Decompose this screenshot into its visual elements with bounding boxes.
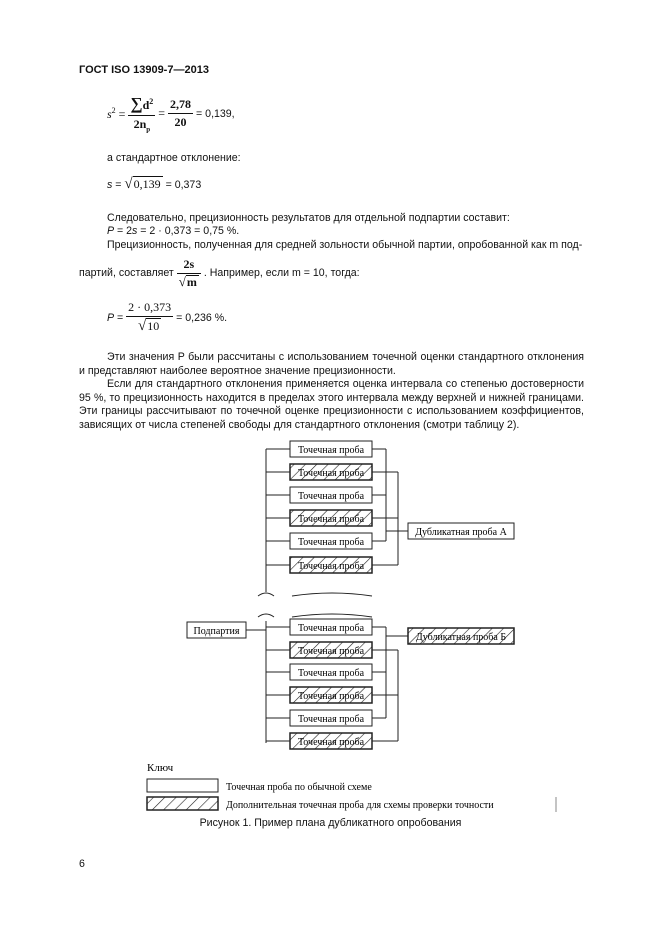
figure-caption: Рисунок 1. Пример плана дубликатного опробования [199,817,462,829]
consequently-text: Следовательно, прецизионность результатов для отдельной подпартии составит: [107,212,510,224]
key-plain-label: Точечная проба по обычной схеме [226,782,372,793]
formula-sub-p: p [146,125,151,134]
formula-eq2: = [158,106,166,121]
increment-label: Точечная проба [297,514,365,525]
increment-label: Точечная проба [297,646,365,657]
paragraph-interval: Если для стандартного отклонения применяется оценка интервала со степенью достоверности 95 %, то прецизионность находится в пределах этого интервала между верхней и нижней границами. Эти границы рассчитывают по точечной оценке прецизионности с использованием коэффициентов, зависящих от числа степеней свободы для стандартного отклонения (смотри таблицу 2). [79,378,584,431]
key-hatched-label: Дополнительная точечная проба для схемы проверки точности [226,800,494,811]
key-title: Ключ [147,762,174,774]
duplicate-a-box [408,523,514,539]
increment-label: Точечная проба [297,561,365,572]
increment-label: Точечная проба [297,714,365,725]
formula-var-s: s [107,106,112,121]
formula-2n: 2n [133,117,147,131]
p-var: P [107,225,115,237]
page-number: 6 [79,858,85,870]
increment-label: Точечная проба [297,491,365,502]
increment-label: Точечная проба [297,445,365,456]
p-eq-b: = 2 [114,225,133,237]
increment-label: Точечная проба [297,537,365,548]
precision-line-2a: партий, составляет [79,266,174,279]
sublot-label: Подпартия [193,626,240,637]
increment-box-hatched [290,687,372,703]
increment-box [290,533,372,549]
increment-box [290,441,372,457]
increment-label: Точечная проба [297,623,365,634]
increment-label: Точечная проба [297,668,365,679]
formula-std-dev: s = √0,139 = 0,373 [107,176,202,192]
key-hatched [147,797,494,811]
formula-num-278: 2,78 [168,97,193,114]
inline-frac-den: m [186,274,197,289]
formula-variance-result: = 0,139, [196,107,235,120]
paragraph-p-values: Эти значения P были рассчитаны с использованием точечной оценки стандартного отклонения и представляют наиболее вероятное значение прецизионности. [79,351,584,377]
duplicate-b-label: Дубликатная проба Б [415,632,507,643]
p-eq-d: = 2 · 0,373 = 0,75 %. [137,225,240,237]
formula-den-20: 20 [174,115,187,130]
formula-var-exp: 2 [111,105,116,115]
increment-box [290,619,372,635]
increment-box [290,487,372,503]
key-plain [147,779,372,793]
inline-frac-num: 2s [177,258,201,274]
inline-fraction: $\frac{2s}{√m}$ [177,258,201,289]
increment-label: Точечная проба [297,468,365,479]
increment-box-hatched [290,510,372,526]
formula-d-exp: 2 [149,97,154,106]
std-dev-intro: а стандартное отклонение: [107,152,241,164]
increment-box [290,710,372,726]
formula-p-frac: $\frac{2 \cdot 0,373}{√10}$ [128,300,172,334]
right-bracket-lines [372,449,408,741]
increment-box [290,664,372,680]
formula-s-radicand: 0,139 [133,177,161,191]
formula-s-result: = 0,373 [165,179,202,191]
increment-label: Точечная проба [297,691,365,702]
formula-p: P [107,311,115,324]
increment-box-hatched [290,733,372,749]
precision-line-2b: . Например, если m = 10, тогда: [203,266,360,279]
formula-p-radicand: 10 [147,319,160,333]
standard-code: ГОСТ ISO 13909-7—2013 [79,64,209,76]
formula-d: d [142,98,150,112]
duplicate-a-label: Дубликатная проба А [415,527,507,538]
p-var-s: s [132,225,138,237]
formula-p-num: 2 · 0,373 [126,300,173,317]
increment-box-hatched [290,642,372,658]
formula-eq: = [118,106,126,121]
precision-line-1: Прецизионность, полученная для средней зольности обычной партии, опробованной как m под- [107,239,583,251]
duplicate-b-box [408,628,514,644]
formula-p-eq: = [117,311,124,324]
formula-p-result: = 0,236 %. [176,311,228,324]
increment-box-hatched [290,464,372,480]
sum-symbol: ∑ [130,94,143,113]
increment-box-hatched [290,557,372,573]
increment-label: Точечная проба [297,737,365,748]
sublot-box [187,622,246,638]
formula-s: s [107,179,113,191]
formula-s-eq: = [115,179,122,191]
